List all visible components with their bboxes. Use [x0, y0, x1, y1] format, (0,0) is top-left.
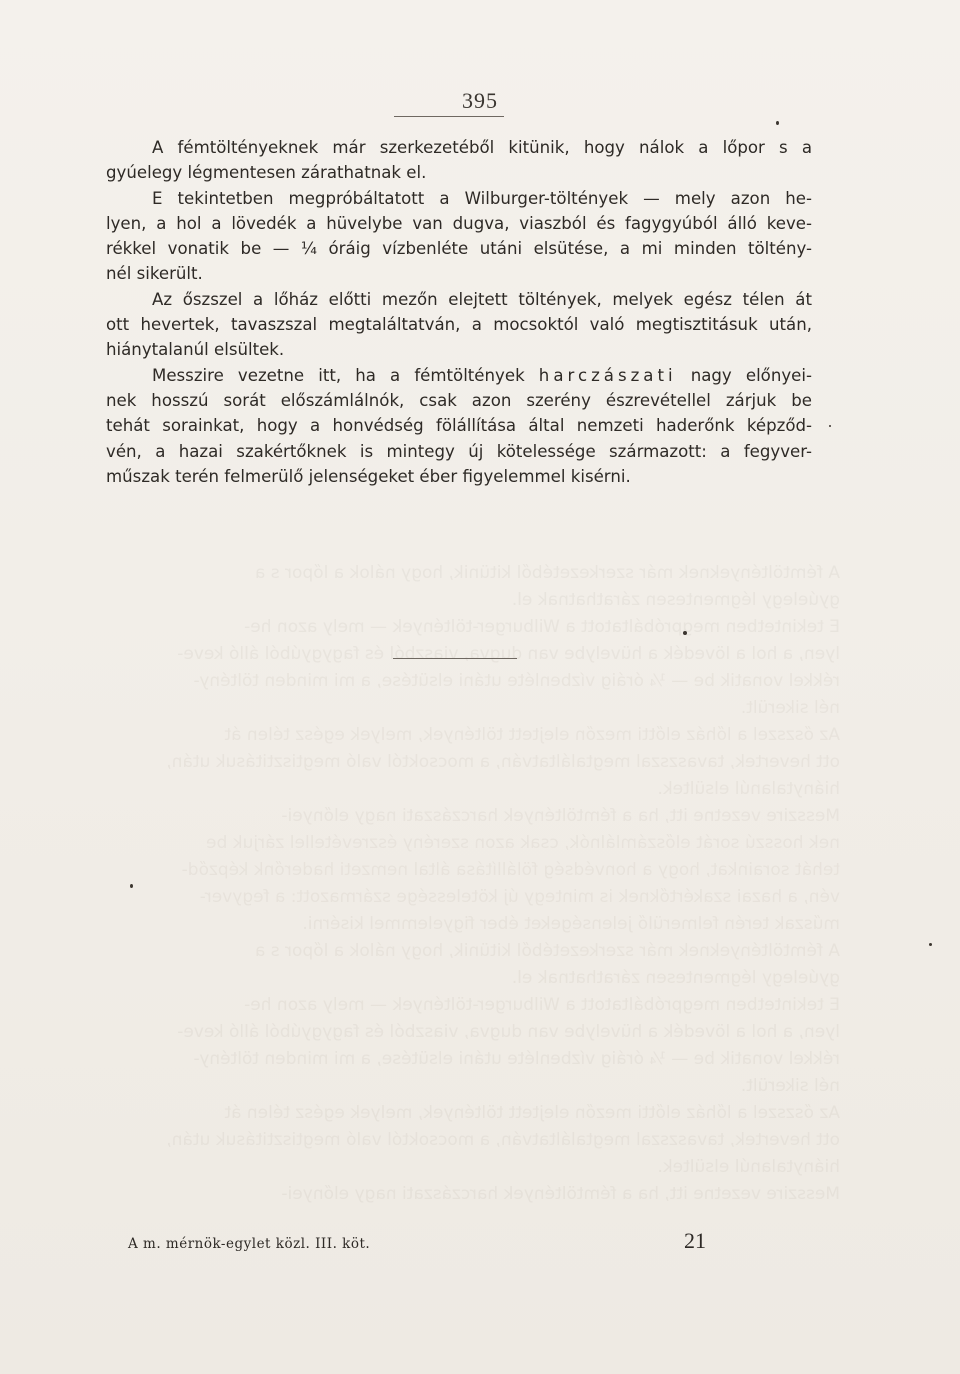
- text-line: vén, a hazai szakértőknek is mintegy új kötelessége származott: a fegyver-: [106, 441, 812, 461]
- text-line: műszak terén felmerülő jelenségeket éber figyelemmel kisérni.: [106, 466, 631, 486]
- header-rule: [394, 116, 504, 117]
- text-run: Messzire vezetne itt, ha a fémtöltények: [152, 365, 539, 385]
- text-run: nagy előnyei-: [676, 365, 812, 385]
- text-line: rékkel vonatik be — ¼ óráig vízbenléte utáni elsütése, a mi minden töltény-: [106, 239, 812, 259]
- ink-speck: [683, 631, 687, 635]
- paragraph: [106, 186, 812, 287]
- text-line: hiánytalanúl elsültek.: [106, 340, 285, 360]
- text-line: lyen, a hol a lövedék a hüvelybe van dugva, viaszból és fagygyúból álló keve-: [106, 213, 812, 233]
- signature-number: 21: [684, 1228, 706, 1253]
- text-line: ott hevertek, tavaszszal megtaláltatván, a mocsoktól való megtisztitásuk után,: [106, 315, 812, 335]
- section-divider: [393, 658, 517, 659]
- page-number: 395: [462, 88, 498, 113]
- paragraph: [106, 363, 812, 489]
- text-line: E tekintetben megpróbáltatott a Wilburger-töltények — mely azon he-: [152, 188, 812, 208]
- text-line: A fémtöltényeknek már szerkezetéből kitünik, hogy nálok a lőpor s a: [152, 138, 812, 157]
- ink-speck: [929, 943, 932, 946]
- body-text: [106, 135, 812, 489]
- text-line: nek hosszú sorát előszámlálnók, csak azon szerény észrevétellel zárjuk be: [106, 390, 812, 410]
- text-line: tehát sorainkat, hogy a honvédség fölállítása által nemzeti haderőnk képződ-: [106, 416, 812, 436]
- ink-speck: [829, 425, 831, 427]
- text-line: gyúelegy légmentesen zárathatnak el.: [106, 163, 427, 183]
- emphasized-word: harczászati: [538, 365, 677, 385]
- paragraph: [106, 135, 812, 186]
- ink-speck: [130, 884, 133, 888]
- text-line: [106, 363, 812, 388]
- text-line: nél sikerült.: [106, 264, 203, 284]
- text-line: Az őszszel a lőház előtti mezőn elejtett töltények, melyek egész télen át: [152, 289, 812, 309]
- ink-speck: [776, 121, 779, 125]
- paragraph: [106, 287, 812, 363]
- journal-footer: A m. mérnök-egylet közl. III. köt.: [128, 1236, 371, 1252]
- show-through-texture: A fémtöltényeknek már szerkezetéből kitünik, hogy nálok a lőpor s a gyúelegy légmentesen zárathatnak el. E tekintetben megpróbáltatott a Wilburger-töltények — mely azon he- lyen, a hol a lövedék a hüvelybe van dugva, viaszból és fagygyúból álló keve- rékkel vonatik be — ¼ óráig vízbenléte utáni elsütése, a mi minden töltény- nél sikerült. Az őszszel a lőház előtti mezőn elejtett töltények, melyek egész télen át ott hevertek, tavaszszal megtaláltatván, a mocsoktól való megtisztitásuk után, hiánytalanúl elsültek. Messzire vezetne itt, ha a fémtöltények harczászati nagy előnyei- nek hosszú sorát előszámlálnók, csak azon szerény észrevétellel zárjuk be tehát sorainkat, hogy a honvédség fölállítása által nemzeti haderőnk képződ- vén, a hazai szakértőknek is mintegy új kötelessége származott: a fegyver- műszak terén felmerülő jelenségeket éber figyelemmel kisérni. A fémtöltényeknek már szerkezetéből kitünik, hogy nálok a lőpor s a gyúelegy légmentesen zárathatnak el. E tekintetben megpróbáltatott a Wilburger-töltények — mely azon he- lyen, a hol a lövedék a hüvelybe van dugva, viaszból és fagygyúból álló keve- rékkel vonatik be — ¼ óráig vízbenléte utáni elsütése, a mi minden töltény- nél sikerült. Az őszszel a lőház előtti mezőn elejtett töltények, melyek egész télen át ott hevertek, tavaszszal megtaláltatván, a mocsoktól való megtisztitásuk után, hiánytalanúl elsültek. Messzire vezetne itt, ha a fémtöltények harczászati nagy előnyei-: [166, 563, 840, 1204]
